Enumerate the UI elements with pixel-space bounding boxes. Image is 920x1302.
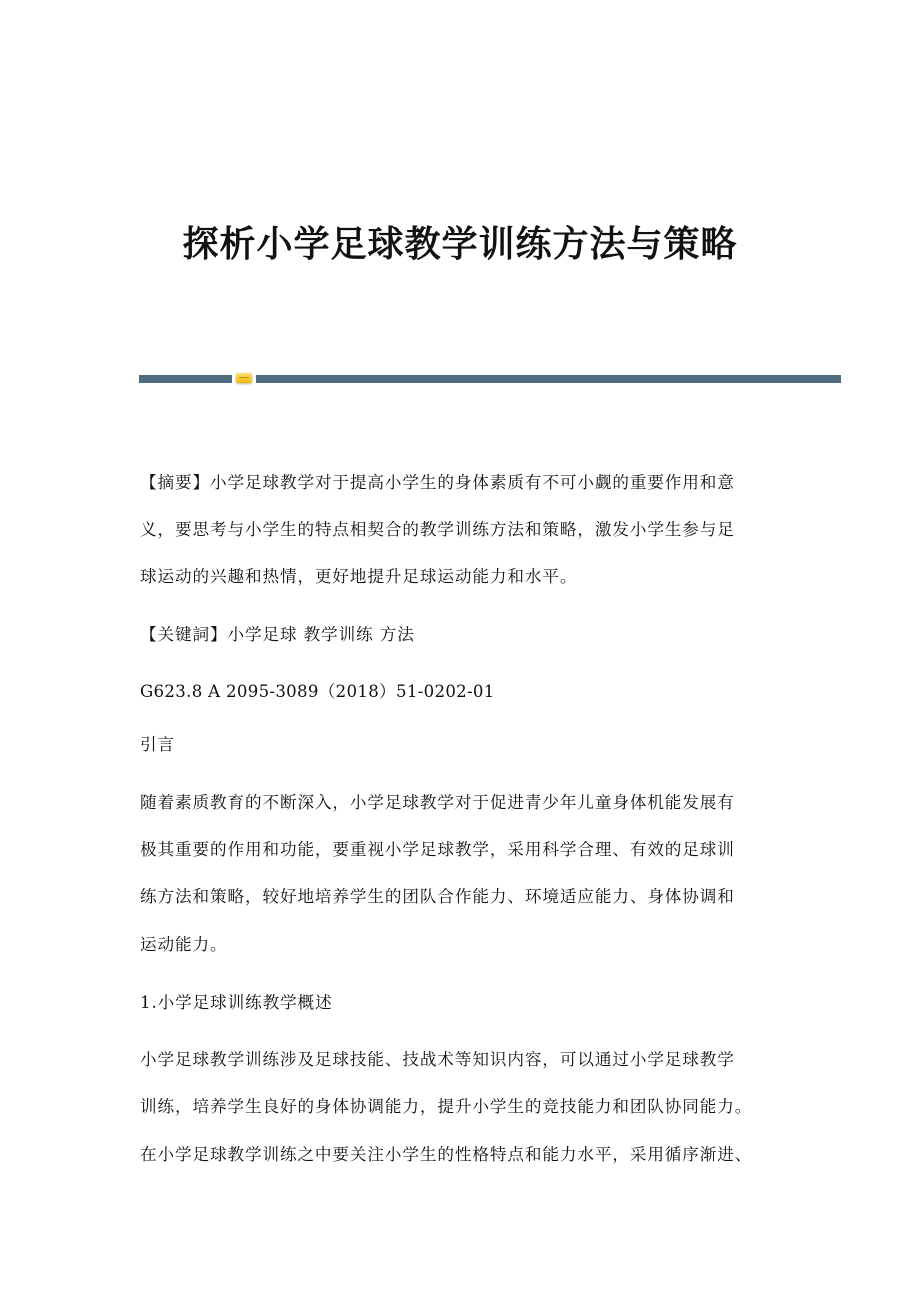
- keywords: 【关键詞】小学足球 教学训练 方法: [140, 625, 415, 644]
- divider-ornament-icon: [236, 373, 252, 383]
- paragraph-line: 运动能力。: [140, 935, 228, 954]
- paragraph-line: 训练，培养学生良好的身体协调能力，提升小学生的竞技能力和团队协同能力。: [140, 1097, 753, 1116]
- abstract-line: 球运动的兴趣和热情，更好地提升足球运动能力和水平。: [140, 567, 578, 586]
- abstract-line: 【摘要】小学足球教学对于提高小学生的身体素质有不可小觑的重要作用和意: [140, 473, 735, 492]
- paragraph-line: 极其重要的作用和功能，要重视小学足球教学，采用科学合理、有效的足球训: [140, 840, 735, 859]
- paragraph-line: 小学足球教学训练涉及足球技能、技战术等知识内容，可以通过小学足球教学: [140, 1050, 735, 1069]
- divider-left: [139, 375, 232, 383]
- paragraph-line: 在小学足球教学训练之中要关注小学生的性格特点和能力水平，采用循序渐进、: [140, 1145, 753, 1164]
- divider-right: [256, 375, 841, 383]
- abstract-line: 义，要思考与小学生的特点相契合的教学训练方法和策略，激发小学生参与足: [140, 520, 735, 539]
- paragraph-line: 练方法和策略，较好地培养学生的团队合作能力、环境适应能力、身体协调和: [140, 887, 735, 906]
- section-heading-intro: 引言: [140, 735, 175, 754]
- section-heading-1: 1.小学足球训练教学概述: [140, 993, 333, 1012]
- paragraph-line: 随着素质教育的不断深入，小学足球教学对于促进青少年儿童身体机能发展有: [140, 793, 735, 812]
- document-title: 探析小学足球教学训练方法与策略: [182, 223, 738, 265]
- classification-code: G623.8 A 2095-3089（2018）51-0202-01: [140, 682, 495, 701]
